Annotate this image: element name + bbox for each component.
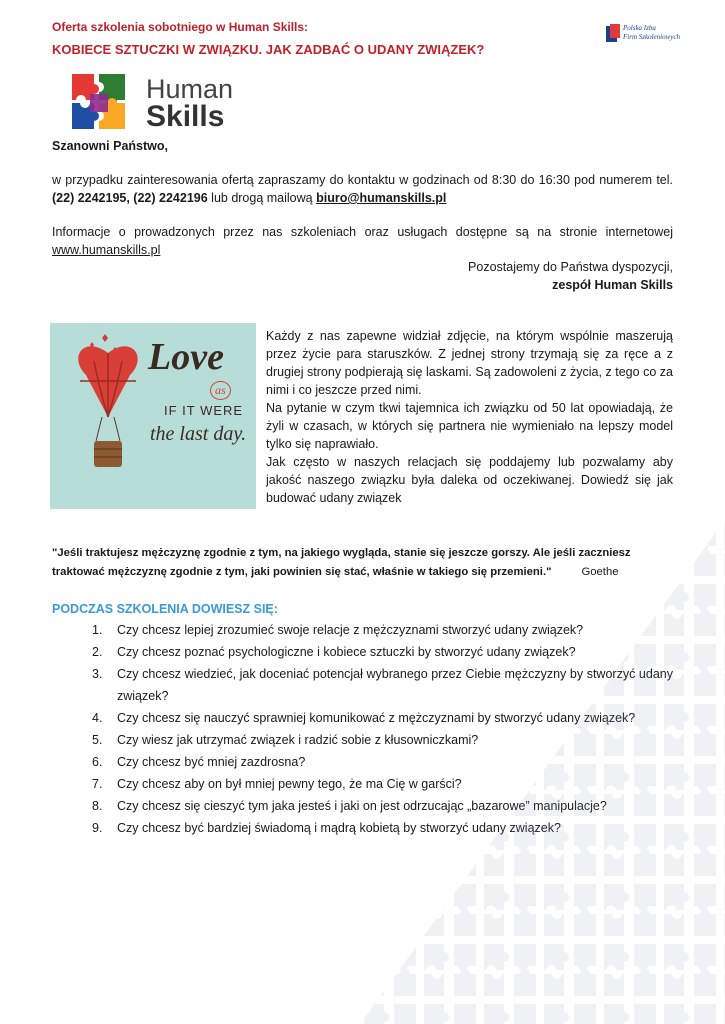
list-item: 9. Czy chcesz być bardziej świadomą i mądrą kobietą by stworzyć udany związek? xyxy=(92,821,561,835)
list-item: 3. Czy chcesz wiedzieć, jak doceniać potencjał wybranego przez Ciebie mężczyzny by stworzyć udany związek? xyxy=(92,667,673,703)
greeting: Szanowni Państwo, xyxy=(52,139,168,153)
human-skills-logo xyxy=(66,70,238,132)
list-item: 7. Czy chcesz aby on był mniej pewny tego, że ma Cię w garści? xyxy=(92,777,462,791)
if-it-were-text: IF IT WERE xyxy=(164,403,244,418)
love-word: Love xyxy=(148,336,224,378)
logo-word-human: Human xyxy=(146,74,234,104)
as-word: as xyxy=(210,381,231,400)
website-link[interactable]: www.humanskills.pl xyxy=(52,243,161,257)
offer-line: Oferta szkolenia sobotniego w Human Skills: xyxy=(52,20,309,34)
list-item: 2. Czy chcesz poznać psychologiczne i kobiece sztuczki by stworzyć udany związek? xyxy=(92,645,576,659)
list-item: 6. Czy chcesz być mniej zazdrosna? xyxy=(92,755,306,769)
list-item: 8. Czy chcesz się cieszyć tym jaka jesteś i jaki on jest odrzucając „bazarowe” manipulacje? xyxy=(92,799,607,813)
signature-team: zespół Human Skills xyxy=(552,278,673,292)
page-title: KOBIECE SZTUCZKI W ZWIĄZKU. JAK ZADBAĆ O UDANY ZWIĄZEK? xyxy=(52,42,485,57)
quote-author: Goethe xyxy=(581,566,619,578)
list-item: 1. Czy chcesz lepiej zrozumieć swoje relacje z mężczyznami stworzyć udany związek? xyxy=(92,623,584,637)
story-text xyxy=(266,327,673,507)
info-paragraph: Informacje o prowadzonych przez nas szkoleniach oraz usługach dostępne są na stronie internetowej www.humanskills.pl xyxy=(52,225,673,257)
section-title: PODCZAS SZKOLENIA DOWIESZ SIĘ: xyxy=(52,602,278,616)
story-paragraph: Na pytanie w czym tkwi tajemnica ich związku od 50 lat opowiadają, że żyli w czasach, w których się partnera nie wymieniało na lepszy model tylko się naprawiało. xyxy=(266,401,673,451)
partner-logo-mark-red xyxy=(610,24,620,38)
partner-logo-text: Polska Izba Firm Szkoleniowych xyxy=(623,24,680,41)
contact-paragraph: w przypadku zainteresowania ofertą zapraszamy do kontaktu w godzinach od 8:30 do 16:30 pod numerem tel. (22) 2242195, (22) 2242196 lub drogą mailową biuro@humanskills.pl xyxy=(52,173,673,205)
logo-word-skills: Skills xyxy=(146,100,225,133)
partner-logo xyxy=(606,24,678,48)
phone-numbers: (22) 2242195, (22) 2242196 xyxy=(52,191,208,205)
signature-line: Pozostajemy do Państwa dyspozycji, xyxy=(468,260,673,274)
last-day-text: the last day. xyxy=(150,423,247,445)
story-paragraph: Jak często w naszych relacjach się poddajemy lub pozwalamy aby jakość naszego związku była daleka od oczekiwanej. Dowiedź się jak budować udany związek xyxy=(266,455,673,505)
puzzle-watermark xyxy=(360,520,725,1024)
email-link[interactable]: biuro@humanskills.pl xyxy=(316,191,447,205)
list-item: 5. Czy wiesz jak utrzymać związek i radzić sobie z kłusowniczkami? xyxy=(92,733,479,747)
quote-text: "Jeśli traktujesz mężczyznę zgodnie z tym, na jakiego wygląda, stanie się jeszcze gorszy. Ale jeśli zaczniesz traktować mężczyznę zgodnie z tym, jaki powinien się stać, właśnie w takiego się przemieni." xyxy=(52,547,631,578)
logo-puzzle-icon xyxy=(66,70,132,132)
love-balloon-image xyxy=(50,323,256,509)
story-paragraph: Każdy z nas zapewne widział zdjęcie, na którym wspólnie maszerują przez życie para staruszków. Z jednej strony trzymają się za ręce a z drugiej strony podpierają się laskami. Są zadowoleni z życia, z tego co za nimi i co jeszcze przed nimi. xyxy=(266,329,673,397)
list-item: 4. Czy chcesz się nauczyć sprawniej komunikować z mężczyznami by stworzyć udany związek? xyxy=(92,711,636,725)
